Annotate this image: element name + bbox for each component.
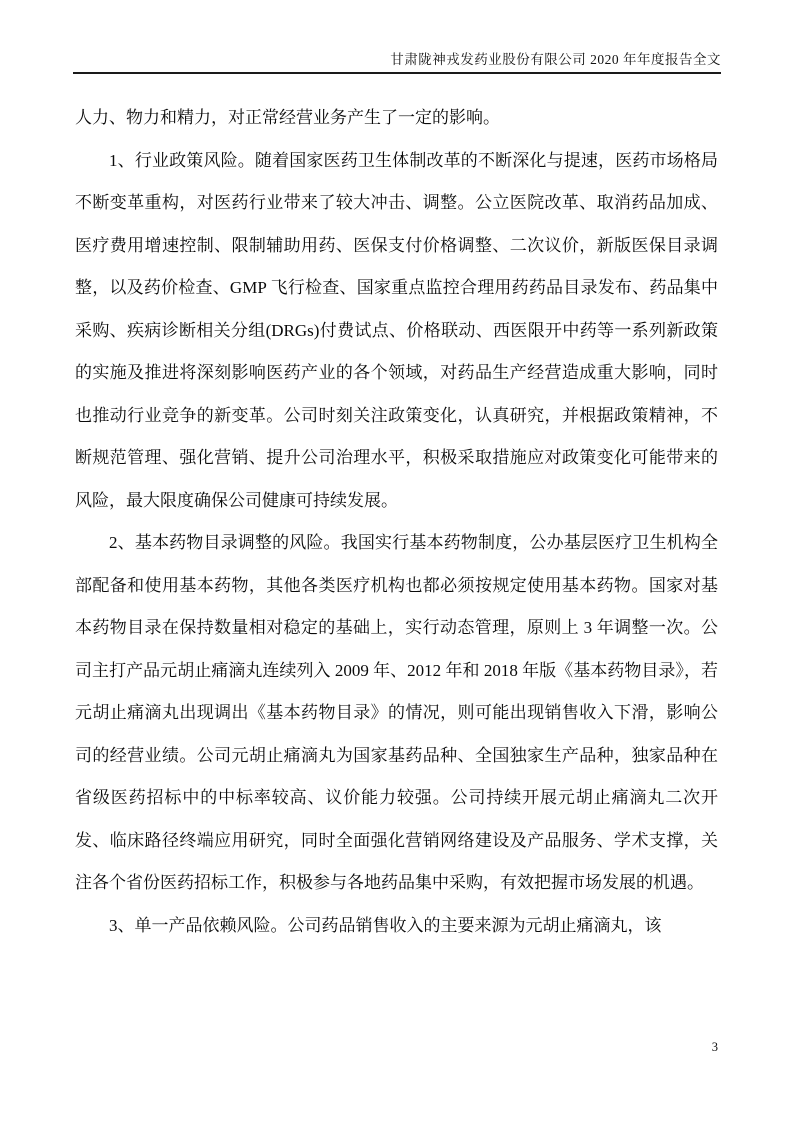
page-footer (712, 1038, 718, 1056)
paragraph-industry-policy-risk: 1、行业政策风险。随着国家医药卫生体制改革的不断深化与提速，医药市场格局不断变革重构，对医药行业带来了较大冲击、调整。公立医院改革、取消药品加成、医疗费用增速控制、限制辅助用药、医保支付价格调整、二次议价，新版医保目录调整，以及药价检查、GMP 飞行检查、国家重点监控合理用药药品目录发布、药品集中采购、疾病诊断相关分组(DRGs)付费试点、价格联动、西医限开中药等一系列新政策的实施及推进将深刻影响医药产业的各个领域，对药品生产经营造成重大影响，同时也推动行业竞争的新变革。公司时刻关注政策变化，认真研究，并根据政策精神，不断规范管理、强化营销、提升公司治理水平，积极采取措施应对政策变化可能带来的风险，最大限度确保公司健康可持续发展。 (75, 150, 718, 510)
page-number: 3 (711, 1040, 718, 1054)
header-title: 甘肃陇神戎发药业股份有限公司 2020 年年度报告全文 (390, 52, 721, 67)
paragraph-single-product-risk: 3、单一产品依赖风险。公司药品销售收入的主要来源为元胡止痛滴丸，该 (109, 915, 662, 935)
document-body (75, 97, 718, 947)
page-header (73, 50, 721, 74)
paragraph-intro-continuation: 人力、物力和精力，对正常经营业务产生了一定的影响。 (75, 108, 500, 127)
paragraph-essential-drug-list-risk: 2、基本药物目录调整的风险。我国实行基本药物制度，公办基层医疗卫生机构全部配备和使用基本药物，其他各类医疗机构也都必须按规定使用基本药物。国家对基本药物目录在保持数量相对稳定的基础上，实行动态管理，原则上 3 年调整一次。公司主打产品元胡止痛滴丸连续列入 2009 年、2012 年和 2018 年版《基本药物目录》，若元胡止痛滴丸出现调出《基本药物目录》的情况，则可能出现销售收入下滑，影响公司的经营业绩。公司元胡止痛滴丸为国家基药品种、全国独家生产品种，独家品种在省级医药招标中的中标率较高、议价能力较强。公司持续开展元胡止痛滴丸二次开发、临床路径终端应用研究，同时全面强化营销网络建设及产品服务、学术支撑，关注各个省份医药招标工作，积极参与各地药品集中采购，有效把握市场发展的机遇。 (75, 533, 718, 892)
